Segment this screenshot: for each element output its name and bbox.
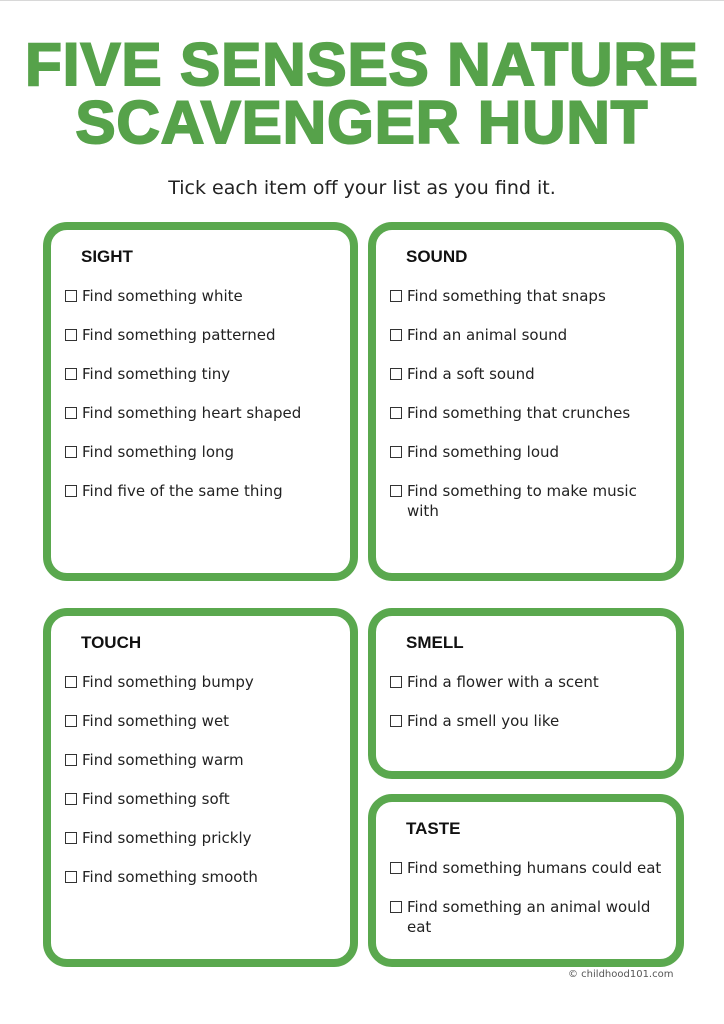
checkbox[interactable] <box>390 676 402 688</box>
checkbox[interactable] <box>65 715 77 727</box>
smell-item-label: Find a flower with a scent <box>407 673 599 691</box>
sound-item[interactable] <box>390 403 662 423</box>
taste-item[interactable] <box>390 897 662 937</box>
checkbox[interactable] <box>65 446 77 458</box>
sound-item[interactable] <box>390 481 662 521</box>
checkbox[interactable] <box>65 290 77 302</box>
sound-item-label: Find something to make music with <box>407 482 637 520</box>
checkbox[interactable] <box>390 446 402 458</box>
sight-item-label: Find something long <box>82 443 235 461</box>
touch-item-label: Find something warm <box>82 751 244 769</box>
smell-list <box>390 672 662 750</box>
smell-box <box>368 608 684 779</box>
touch-item[interactable] <box>65 789 336 809</box>
sound-list <box>390 286 662 540</box>
sound-item[interactable] <box>390 286 662 306</box>
sound-item-label: Find an animal sound <box>407 326 568 344</box>
sound-item[interactable] <box>390 325 662 345</box>
sight-item[interactable] <box>65 481 336 501</box>
smell-item[interactable] <box>390 711 662 731</box>
checkbox[interactable] <box>390 329 402 341</box>
sight-list <box>65 286 336 520</box>
sight-item-label: Find something tiny <box>82 365 231 383</box>
sight-item-label: Find something heart shaped <box>82 404 302 422</box>
checkbox[interactable] <box>390 290 402 302</box>
sound-box <box>368 222 684 581</box>
touch-item[interactable] <box>65 867 336 887</box>
sight-item[interactable] <box>65 403 336 423</box>
sound-item-label: Find a soft sound <box>407 365 535 383</box>
touch-item[interactable] <box>65 750 336 770</box>
checkbox[interactable] <box>390 715 402 727</box>
sound-item-label: Find something loud <box>407 443 560 461</box>
copyright-notice: © childhood101.com <box>568 969 674 980</box>
sight-item-label: Find five of the same thing <box>82 482 283 500</box>
smell-item[interactable] <box>390 672 662 692</box>
touch-list <box>65 672 336 906</box>
taste-item-label: Find something humans could eat <box>407 859 662 877</box>
checkbox[interactable] <box>65 368 77 380</box>
sound-title: SOUND <box>406 247 468 266</box>
sight-title: SIGHT <box>81 247 133 266</box>
instructions: Tick each item off your list as you find it. <box>168 177 556 199</box>
checkbox[interactable] <box>65 485 77 497</box>
checkbox[interactable] <box>390 862 402 874</box>
touch-box <box>43 608 358 967</box>
smell-item-label: Find a smell you like <box>407 712 560 730</box>
page-title <box>0 31 724 156</box>
sight-item-label: Find something white <box>82 287 243 305</box>
top-rule <box>0 0 724 1</box>
sight-item[interactable] <box>65 325 336 345</box>
checkbox[interactable] <box>65 407 77 419</box>
sound-item-label: Find something that snaps <box>407 287 606 305</box>
taste-item-label: Find something an animal would eat <box>407 898 651 936</box>
checkbox[interactable] <box>65 832 77 844</box>
sound-item[interactable] <box>390 364 662 384</box>
touch-item-label: Find something smooth <box>82 868 258 886</box>
taste-list <box>390 858 662 956</box>
touch-item-label: Find something bumpy <box>82 673 254 691</box>
taste-item[interactable] <box>390 858 662 878</box>
touch-item-label: Find something wet <box>82 712 230 730</box>
checkbox[interactable] <box>65 793 77 805</box>
checkbox[interactable] <box>65 329 77 341</box>
checkbox[interactable] <box>65 871 77 883</box>
touch-item-label: Find something prickly <box>82 829 252 847</box>
checkbox[interactable] <box>65 676 77 688</box>
sight-item-label: Find something patterned <box>82 326 276 344</box>
title-line-1: FIVE SENSES NATURE <box>25 31 699 98</box>
touch-title: TOUCH <box>81 633 142 652</box>
sight-item[interactable] <box>65 364 336 384</box>
checkbox[interactable] <box>390 901 402 913</box>
title-line-2: SCAVENGER HUNT <box>75 89 649 156</box>
touch-item[interactable] <box>65 672 336 692</box>
taste-box <box>368 794 684 967</box>
touch-item[interactable] <box>65 828 336 848</box>
checkbox[interactable] <box>390 407 402 419</box>
checkbox[interactable] <box>65 754 77 766</box>
sight-item[interactable] <box>65 286 336 306</box>
sound-item-label: Find something that crunches <box>407 404 631 422</box>
sound-item[interactable] <box>390 442 662 462</box>
checkbox[interactable] <box>390 485 402 497</box>
sight-box <box>43 222 358 581</box>
smell-title: SMELL <box>406 633 464 652</box>
taste-title: TASTE <box>406 819 461 838</box>
checkbox[interactable] <box>390 368 402 380</box>
touch-item-label: Find something soft <box>82 790 230 808</box>
sight-item[interactable] <box>65 442 336 462</box>
touch-item[interactable] <box>65 711 336 731</box>
